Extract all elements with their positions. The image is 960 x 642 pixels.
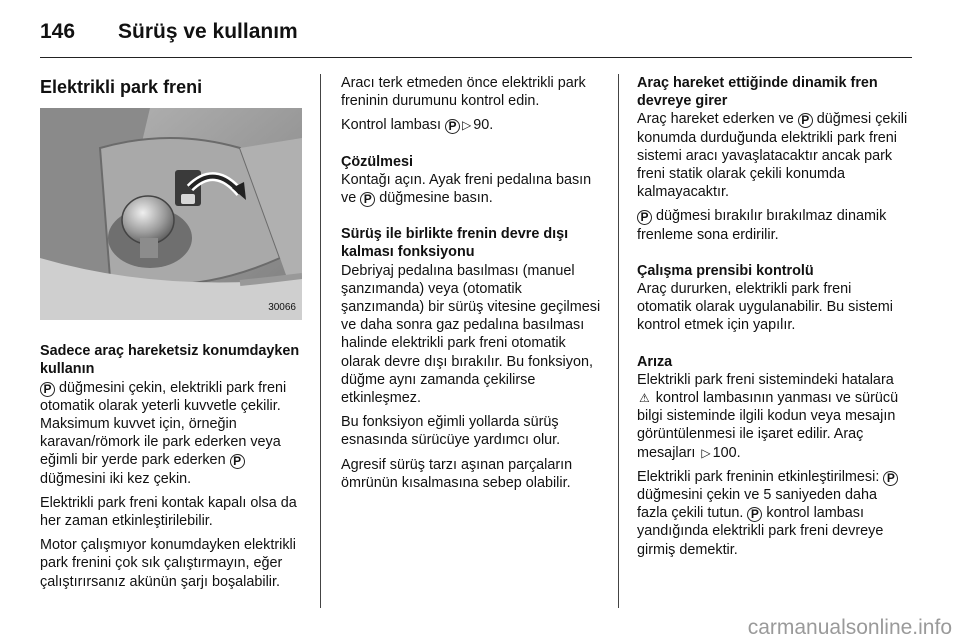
parking-brake-icon: P (360, 192, 375, 207)
parking-brake-icon: P (40, 382, 55, 397)
paragraph: Araç dururken, elektrikli park freni otomatik olarak uygulanabilir. Bu sistemi kontrol etmek için yapılır. (637, 281, 893, 334)
page-header (40, 20, 910, 46)
column-divider (618, 74, 619, 608)
paragraph: Motor çalışmıyor konumdayken elektrikli park frenini çok sık çalıştırmayın, eğer çalıştırırsanız akünün şarjı boşalabilir. (40, 537, 296, 590)
subheading: Sürüş ile birlikte frenin devre dışı kalması fonksiyonu (341, 226, 569, 261)
section-title: Elektrikli park freni (40, 77, 203, 97)
parking-brake-icon: P (445, 119, 460, 134)
column-3 (637, 74, 909, 565)
parking-brake-icon: P (637, 210, 652, 225)
paragraph: Kontrol lambası P ▷ 90. (341, 117, 494, 134)
parking-brake-figure (40, 108, 302, 320)
parking-brake-icon: P (883, 471, 898, 486)
running-title: Sürüş ve kullanım (118, 20, 298, 43)
paragraph: Elektrikli park freni kontak kapalı olsa da her zaman etkinleştirilebilir. (40, 494, 297, 530)
subheading: Çözülmesi (341, 153, 413, 170)
paragraph: Debriyaj pedalına basılması (manuel şanzımanda) veya (otomatik şanzımanda) bir sürüş vitesine geçilmesi ve daha sonra gaz pedalına basılması halinde elektrikli park freni otomatik olarak devre dışı bırakılır. Bu fonksiyon, düğme aynı zamanda çekilirse etkinleşmez. (341, 262, 601, 407)
paragraph: Kontağı açın. Ayak freni pedalına basın ve P düğmesine basın. (341, 171, 592, 207)
watermark: carmanualsonline.info (747, 616, 952, 639)
parking-brake-illustration (40, 108, 302, 320)
paragraph: Araç hareket ederken ve P düğmesi çekili konumda durduğunda elektrikli park freni sistemi aracı yavaşlatacaktır ancak park freni statik olarak çekili konumda kalmayacaktır. (637, 111, 908, 201)
column-2 (341, 74, 603, 498)
column-divider (320, 74, 321, 608)
paragraph: Bu fonksiyon eğimli yollarda sürüş esnasında sürücüye yardımcı olur. (341, 414, 561, 449)
parking-brake-icon: P (230, 454, 245, 469)
subheading: Sadece araç hareketsiz konumdayken kullanın (40, 343, 300, 378)
page-reference-icon: ▷ (701, 445, 711, 460)
paragraph: P düğmesi bırakılır bırakılmaz dinamik frenleme sona erdirilir. (637, 208, 887, 243)
page-number: 146 (40, 20, 76, 43)
paragraph: Elektrikli park freninin etkinleştirilmesi: P düğmesini çekin ve 5 saniyeden daha fazla çekili tutun. P kontrol lambası yandığında elektrikli park freni devreye girmiş demektir. (637, 468, 909, 559)
paragraph: Elektrikli park freni sistemindeki hatalara ⚠ kontrol lambasının yanması ve sürücü bilgi sisteminde ilgili kodun veya mesajın görüntülenmesi ile işaret edilir. Araç mesajları ▷ 100. (637, 371, 899, 461)
subheading: Arıza (637, 353, 673, 370)
parking-brake-icon: P (798, 113, 813, 128)
paragraph: Aracı terk etmeden önce elektrikli park freninin durumunu kontrol edin. (341, 75, 586, 110)
page-reference-icon: ▷ (461, 118, 472, 133)
paragraph: P düğmesini çekin, elektrikli park freni otomatik olarak yeterli kuvvetle çekilir. Maksimum kuvvet için, örneğin karavan/römork ile park ederken veya eğimli bir yerde park ederken P düğmesini iki kez çekin. (40, 379, 287, 487)
subheading: Araç hareket ettiğinde dinamik fren devreye girer (637, 75, 878, 110)
parking-brake-icon: P (747, 507, 762, 522)
header-rule (40, 57, 912, 58)
column-1 (40, 74, 305, 597)
warning-lamp-icon: ⚠ (639, 391, 650, 406)
subheading: Çalışma prensibi kontrolü (637, 262, 814, 279)
figure-code: 30066 (268, 302, 296, 313)
paragraph: Agresif sürüş tarzı aşınan parçaların ömrünün kısalmasına sebep olabilir. (341, 456, 573, 491)
